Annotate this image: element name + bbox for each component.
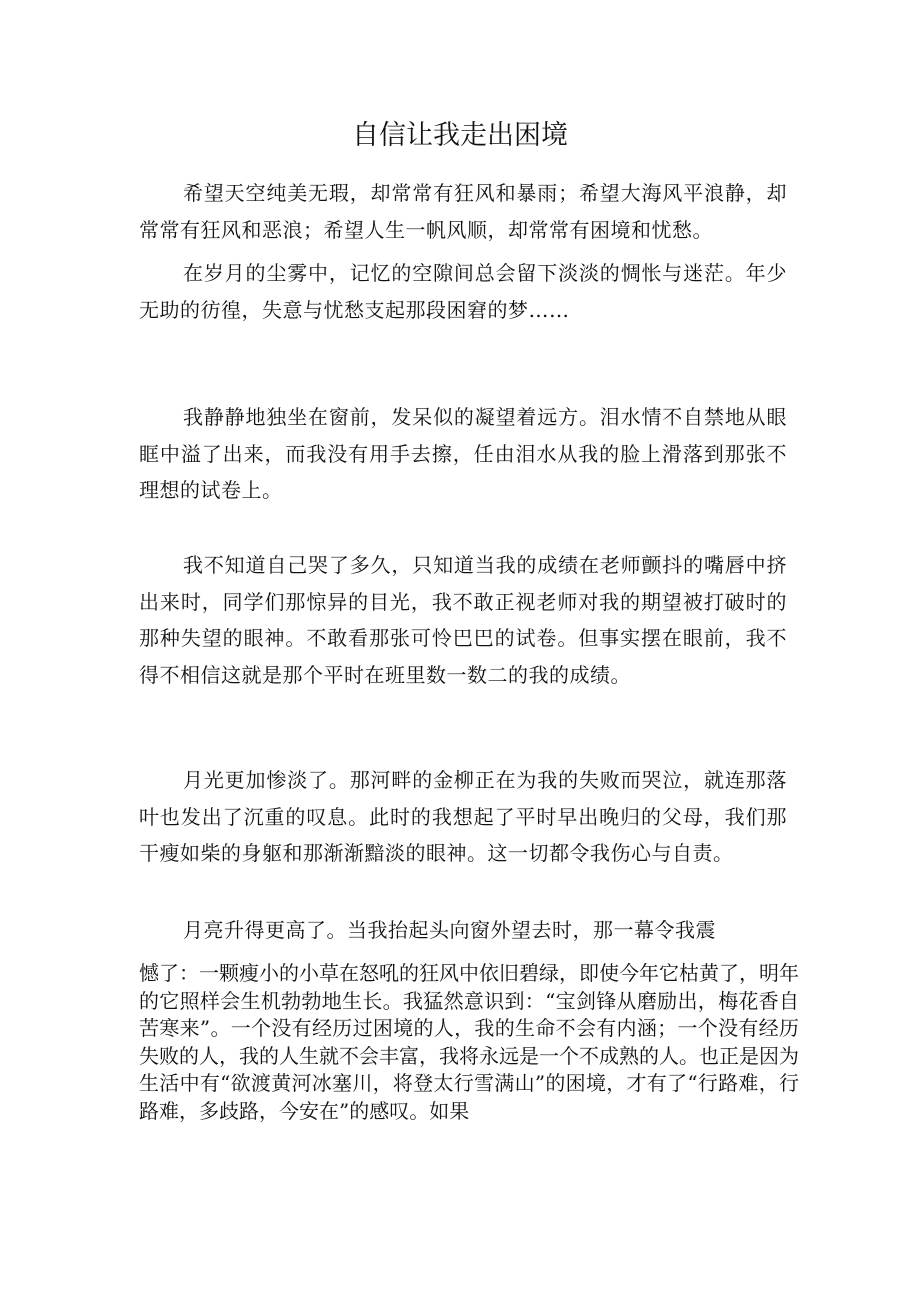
paragraph: 我静静地独坐在窗前，发呆似的凝望着远方。泪水情不自禁地从眼眶中溢了出来，而我没有用手去擦，任由泪水从我的脸上滑落到那张不理想的试卷上。 [139,405,787,502]
paragraph: 我不知道自己哭了多久，只知道当我的成绩在老师颤抖的嘴唇中挤出来时，同学们那惊异的目光，我不敢正视老师对我的期望被打破时的那种失望的眼神。不敢看那张可怜巴巴的试卷。但事实摆在眼前，我不得不相信这就是那个平时在班里数一数二的我的成绩。 [139,553,787,687]
paragraph: 在岁月的尘雾中，记忆的空隙间总会留下淡淡的惆怅与迷茫。年少无助的彷徨，失意与忧愁支起那段困窘的梦…… [139,261,787,322]
paragraph: 月亮升得更高了。当我抬起头向窗外望去时，那一幕令我震 [183,918,716,942]
paragraph: 希望天空纯美无瑕，却常常有狂风和暴雨；希望大海风平浪静，却常常有狂风和恶浪；希望人生一帆风顺，却常常有困境和忧愁。 [139,181,787,242]
document-title: 自信让我走出困境 [352,120,568,151]
paragraph: 月光更加惨淡了。那河畔的金柳正在为我的失败而哭泣，就连那落叶也发出了沉重的叹息。此时的我想起了平时早出晚归的父母，我们那干瘦如柴的身躯和那渐渐黯淡的眼神。这一切都令我伤心与自责。 [139,768,787,865]
paragraph-continued: 憾了：一颗瘦小的小草在怒吼的狂风中依旧碧绿，即使今年它枯黄了，明年的它照样会生机勃勃地生长。我猛然意识到：“宝剑锋从磨励出，梅花香自苦寒来”。一个没有经历过困境的人，我的生命不会有内涵；一个没有经历失败的人，我的人生就不会丰富，我将永远是一个不成熟的人。也正是因为生活中有“欲渡黄河冰塞川，将登太行雪满山”的困境，才有了“行路难，行路难，多歧路，今安在”的感叹。如果 [139,961,799,1123]
